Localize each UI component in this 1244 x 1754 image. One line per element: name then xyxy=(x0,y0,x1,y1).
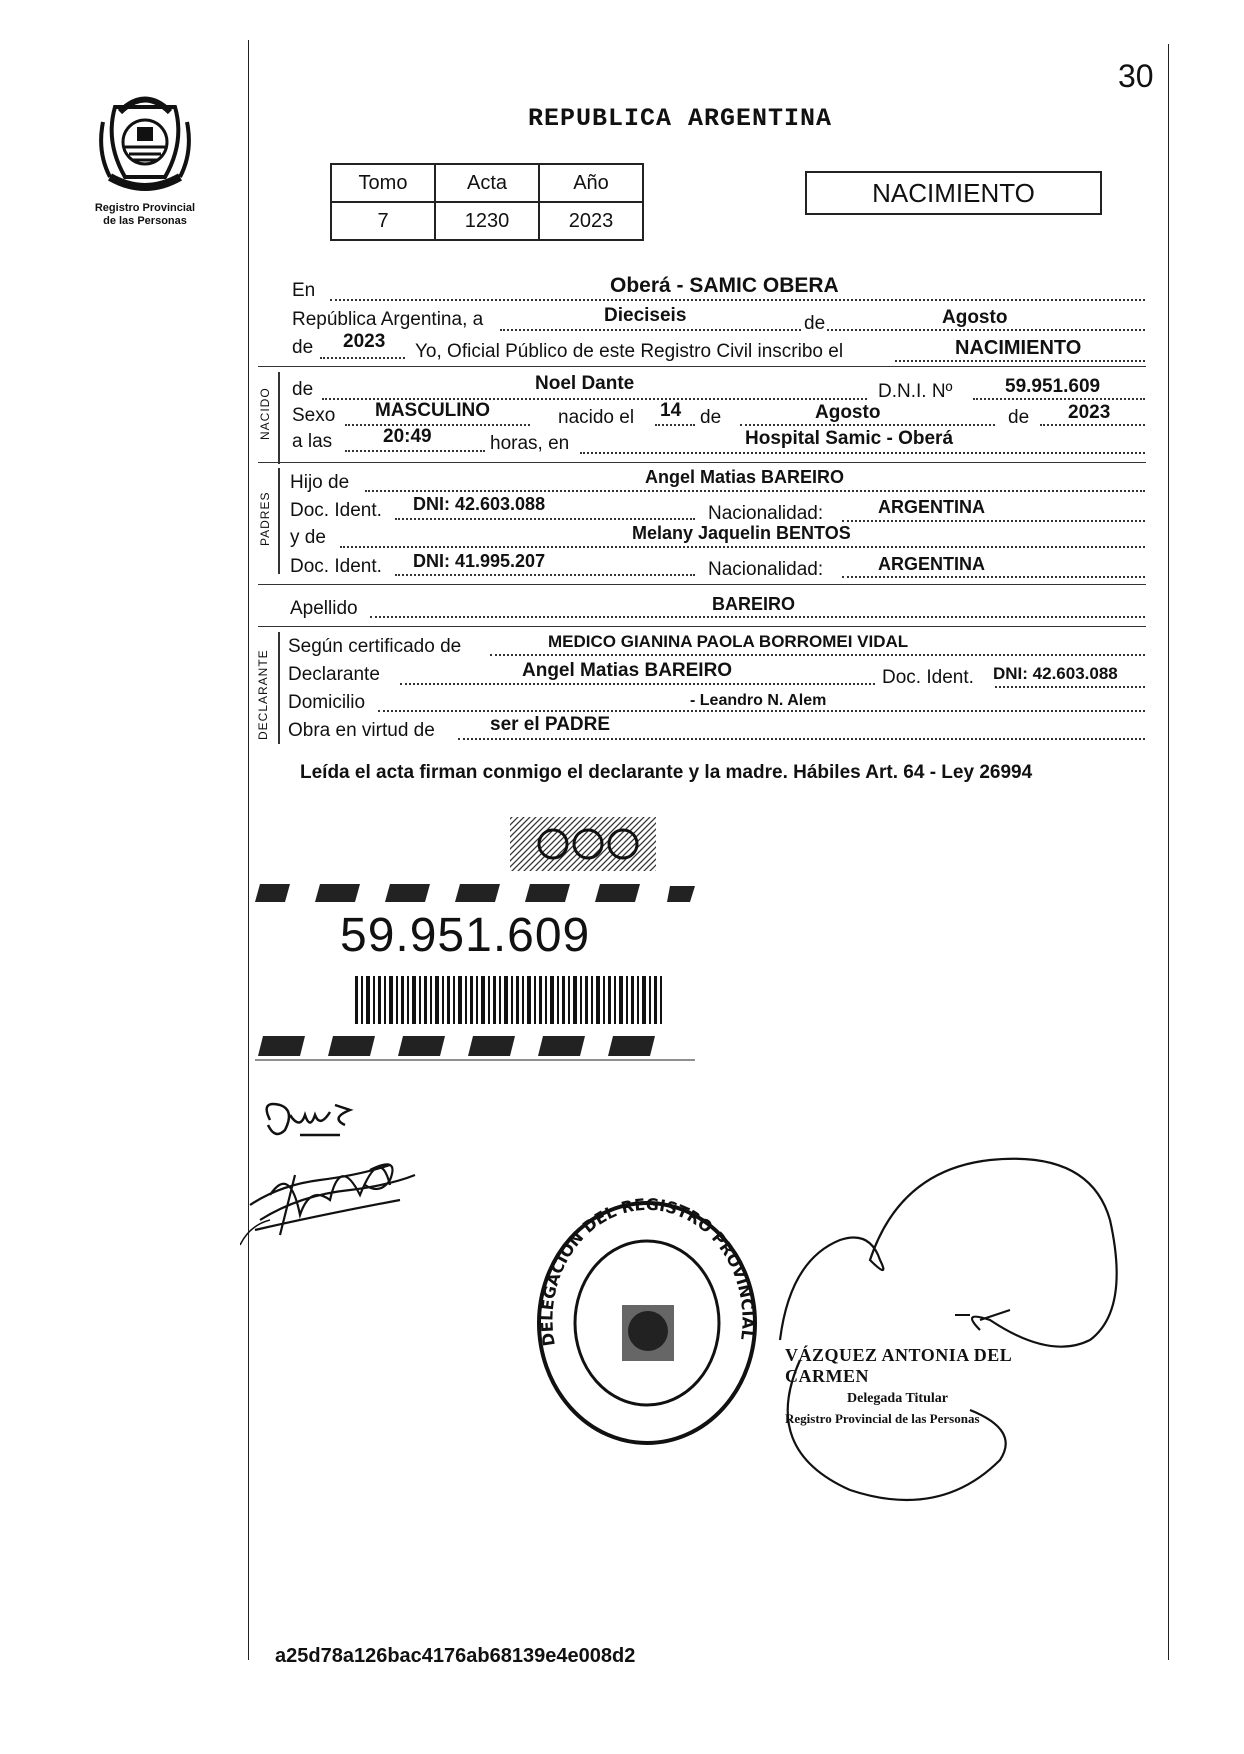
birth-time: 20:49 xyxy=(383,426,432,447)
de2-label: de xyxy=(292,337,314,358)
child-dni: 59.951.609 xyxy=(1005,376,1101,397)
intro-year: 2023 xyxy=(343,331,386,352)
document-hash: a25d78a126bac4176ab68139e4e008d2 xyxy=(275,1645,636,1667)
mother-dots xyxy=(340,546,1145,548)
domicilio-label: Domicilio xyxy=(288,692,366,713)
nacido-el-label: nacido el xyxy=(558,407,635,428)
divider-4 xyxy=(258,626,1146,627)
father-nationality: ARGENTINA xyxy=(878,497,985,517)
obra-label: Obra en virtud de xyxy=(288,720,435,741)
nacido-bar xyxy=(278,372,280,464)
record-dots xyxy=(895,360,1145,362)
domicilio-dots xyxy=(378,710,1145,712)
obra-dots xyxy=(458,738,1145,740)
father-doc-label: Doc. Ident. xyxy=(290,500,382,521)
divider-3 xyxy=(258,584,1146,585)
country-title: REPUBLICA ARGENTINA xyxy=(528,104,833,133)
father-name: Angel Matias BAREIRO xyxy=(645,467,845,487)
cert-dots xyxy=(490,654,1145,656)
value-tomo: 7 xyxy=(331,202,435,240)
birth-day: 14 xyxy=(660,400,682,421)
left-margin-line xyxy=(248,40,249,1660)
record-word: NACIMIENTO xyxy=(955,337,1082,359)
declarante-dots xyxy=(400,683,875,685)
header-acta: Acta xyxy=(435,164,539,202)
signature-madre xyxy=(240,1125,440,1255)
de-label-intro: de xyxy=(804,313,826,334)
divider-1 xyxy=(258,366,1146,367)
seal-text: DELEGACION DEL REGISTRO PROVINCIAL xyxy=(537,1195,758,1348)
barcode-bars xyxy=(355,976,662,1024)
barcode-number: 59.951.609 xyxy=(340,909,591,962)
father-dots xyxy=(365,490,1145,492)
official-org: Registro Provincial de las Personas xyxy=(785,1411,980,1426)
padres-section-label: PADRES xyxy=(258,491,272,546)
month-text: Agosto xyxy=(942,307,1008,328)
official-name: VÁZQUEZ ANTONIA DEL CARMEN xyxy=(785,1345,1012,1386)
mother-name: Melany Jaquelin BENTOS xyxy=(632,523,851,543)
nacido-de-label-2: de xyxy=(700,407,722,428)
header-anio: Año xyxy=(539,164,643,202)
apellido-value: BAREIRO xyxy=(712,594,796,614)
mother-nat-dots xyxy=(842,576,1145,578)
declarante-bar xyxy=(278,632,280,744)
nacido-de-label-3: de xyxy=(1008,407,1030,428)
header-tomo: Tomo xyxy=(331,164,435,202)
mother-doc-dots xyxy=(395,574,695,576)
birthyear-dots xyxy=(1040,424,1145,426)
apellido-dots xyxy=(370,616,1145,618)
coat-of-arms-icon xyxy=(95,82,195,202)
page-number: 30 xyxy=(1118,58,1154,94)
rep-label: República Argentina, a xyxy=(292,309,484,330)
month-dots xyxy=(740,424,995,426)
time-dots xyxy=(345,450,485,452)
place-value: Oberá - SAMIC OBERA xyxy=(610,274,839,297)
birth-year: 2023 xyxy=(1068,402,1111,423)
value-acta: 1230 xyxy=(435,202,539,240)
sexo-label: Sexo xyxy=(292,405,336,426)
declarante-doc-dots xyxy=(995,686,1145,688)
declarante-doc-label: Doc. Ident. xyxy=(882,667,974,688)
divider-2 xyxy=(258,462,1146,463)
yde-label: y de xyxy=(290,527,326,548)
birth-month: Agosto xyxy=(815,402,881,423)
sexo-value: MASCULINO xyxy=(375,400,491,421)
declarante-section-label: DECLARANTE xyxy=(256,649,270,740)
hijo-label: Hijo de xyxy=(290,472,350,493)
official-seal xyxy=(530,1195,765,1450)
father-nat-label: Nacionalidad: xyxy=(708,503,824,524)
mother-doc-label: Doc. Ident. xyxy=(290,556,382,577)
barcode-sticker xyxy=(255,880,705,1080)
father-doc-dots xyxy=(395,518,695,520)
declarante-name: Angel Matias BAREIRO xyxy=(522,660,733,681)
year-dots xyxy=(320,357,405,359)
org-line-1: Registro Provincial xyxy=(94,202,196,214)
hospital-dots xyxy=(580,452,1145,454)
official-text: Yo, Oficial Público de este Registro Civil inscribo el xyxy=(415,341,844,362)
nacido-section-label: NACIDO xyxy=(258,387,272,440)
obra-value: ser el PADRE xyxy=(490,714,611,735)
mother-nationality: ARGENTINA xyxy=(878,554,985,574)
dni-dots xyxy=(973,398,1145,400)
declarante-doc: DNI: 42.603.088 xyxy=(993,664,1118,683)
day-dots xyxy=(655,424,695,426)
closing-statement: Leída el acta firman conmigo el declarante y la madre. Hábiles Art. 64 - Ley 26994 xyxy=(300,762,1033,783)
child-name: Noel Dante xyxy=(535,373,635,394)
record-type-box: NACIMIENTO xyxy=(805,171,1102,215)
org-line-2: de las Personas xyxy=(103,215,187,227)
cert-value: MEDICO GIANINA PAOLA BORROMEI VIDAL xyxy=(548,632,909,651)
value-anio: 2023 xyxy=(539,202,643,240)
sexo-dots xyxy=(345,424,530,426)
domicilio-value: - Leandro N. Alem xyxy=(690,692,827,709)
security-stamp-small xyxy=(508,815,658,873)
official-role: Delegada Titular xyxy=(847,1391,948,1406)
nacido-de-label: de xyxy=(292,379,314,400)
padres-bar xyxy=(278,468,280,574)
mother-doc: DNI: 41.995.207 xyxy=(413,551,546,571)
mother-nat-label: Nacionalidad: xyxy=(708,559,824,580)
en-dots xyxy=(330,299,1145,301)
declarante-label: Declarante xyxy=(288,664,380,685)
horas-label: horas, en xyxy=(490,433,570,454)
birth-place: Hospital Samic - Oberá xyxy=(745,428,954,449)
day-text: Dieciseis xyxy=(604,305,687,326)
right-margin-line xyxy=(1168,44,1169,1660)
en-label: En xyxy=(292,280,316,301)
cert-label: Según certificado de xyxy=(288,636,462,657)
org-name xyxy=(80,202,210,228)
a-las-label: a las xyxy=(292,431,333,452)
registry-table xyxy=(330,163,644,241)
official-signature-block xyxy=(785,1345,1085,1427)
dni-label: D.N.I. Nº xyxy=(878,381,953,402)
father-nat-dots xyxy=(842,520,1145,522)
province-logo xyxy=(95,82,195,202)
signature-official-scribble xyxy=(770,1150,1140,1510)
apellido-label: Apellido xyxy=(290,598,358,619)
father-doc: DNI: 42.603.088 xyxy=(413,494,546,514)
